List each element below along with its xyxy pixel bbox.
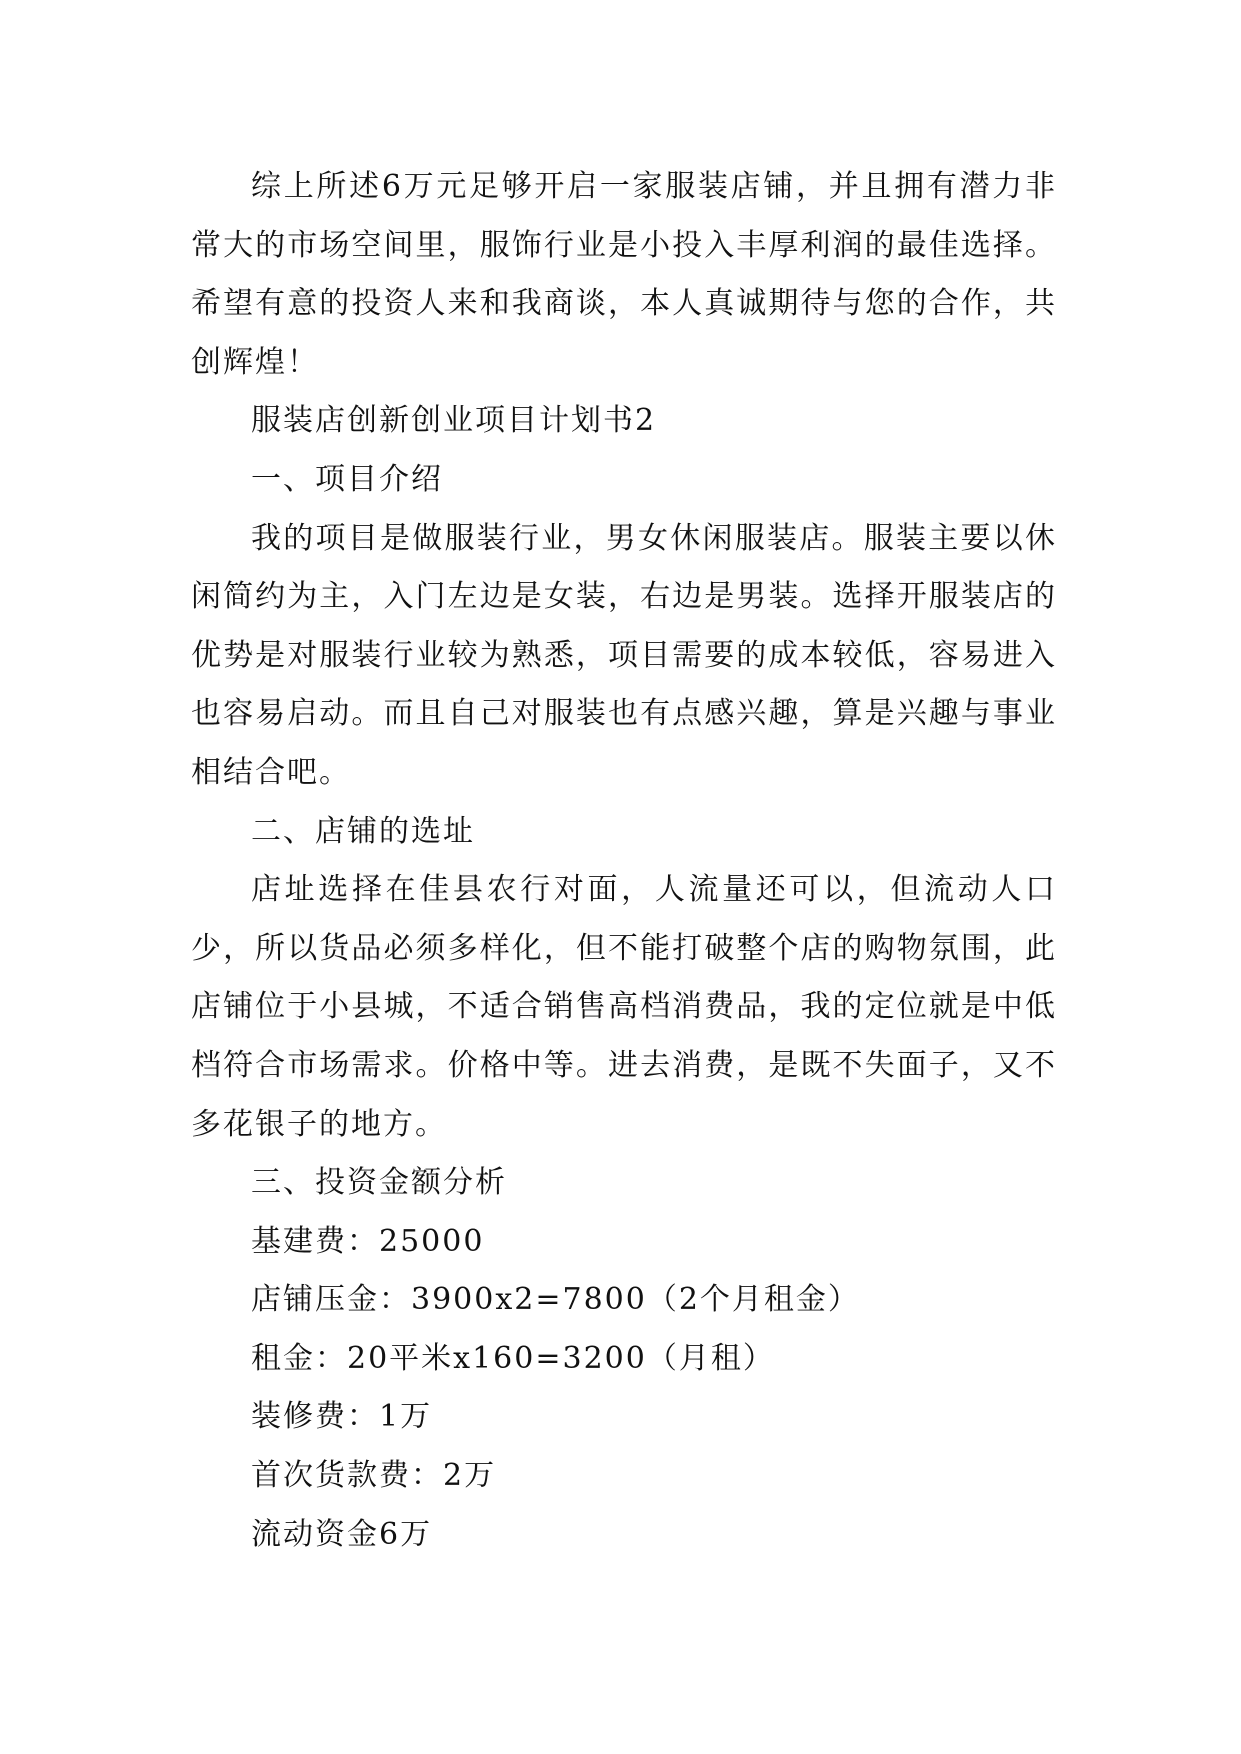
store-location-paragraph: 店址选择在佳县农行对面，人流量还可以，但流动人口少，所以货品必须多样化，但不能打破整个店的购物氛围，此店铺位于小县城，不适合销售高档消费品，我的定位就是中低档符合市场需求。价格中等。进去消费，是既不失面子，又不多花银子的地方。 bbox=[191, 872, 1057, 1142]
investment-item-rent: 租金：20平米x160=3200（月租） bbox=[251, 1340, 775, 1376]
section-heading-store-location: 二、店铺的选址 bbox=[251, 813, 475, 849]
conclusion-paragraph: 综上所述6万元足够开启一家服装店铺，并且拥有潜力非常大的市场空间里，服饰行业是小投入丰厚利润的最佳选择。希望有意的投资人来和我商谈，本人真诚期待与您的合作，共创辉煌！ bbox=[191, 169, 1057, 380]
plan-title: 服装店创新创业项目计划书2 bbox=[251, 403, 657, 439]
investment-item-working-capital: 流动资金6万 bbox=[251, 1516, 433, 1552]
investment-item-renovation: 装修费：1万 bbox=[251, 1399, 433, 1435]
investment-item-construction: 基建费：25000 bbox=[251, 1223, 485, 1259]
section-heading-investment: 三、投资金额分析 bbox=[251, 1165, 507, 1201]
investment-item-first-stock: 首次货款费：2万 bbox=[251, 1458, 497, 1494]
document-body bbox=[191, 158, 1057, 1564]
section-heading-project-intro: 一、项目介绍 bbox=[251, 461, 443, 497]
investment-item-deposit: 店铺压金：3900x2=7800（2个月租金） bbox=[251, 1282, 860, 1318]
project-intro-paragraph: 我的项目是做服装行业，男女休闲服装店。服装主要以休闲简约为主，入门左边是女装，右边是男装。选择开服装店的优势是对服装行业较为熟悉，项目需要的成本较低，容易进入也容易启动。而且自己对服装也有点感兴趣，算是兴趣与事业相结合吧。 bbox=[191, 520, 1057, 790]
